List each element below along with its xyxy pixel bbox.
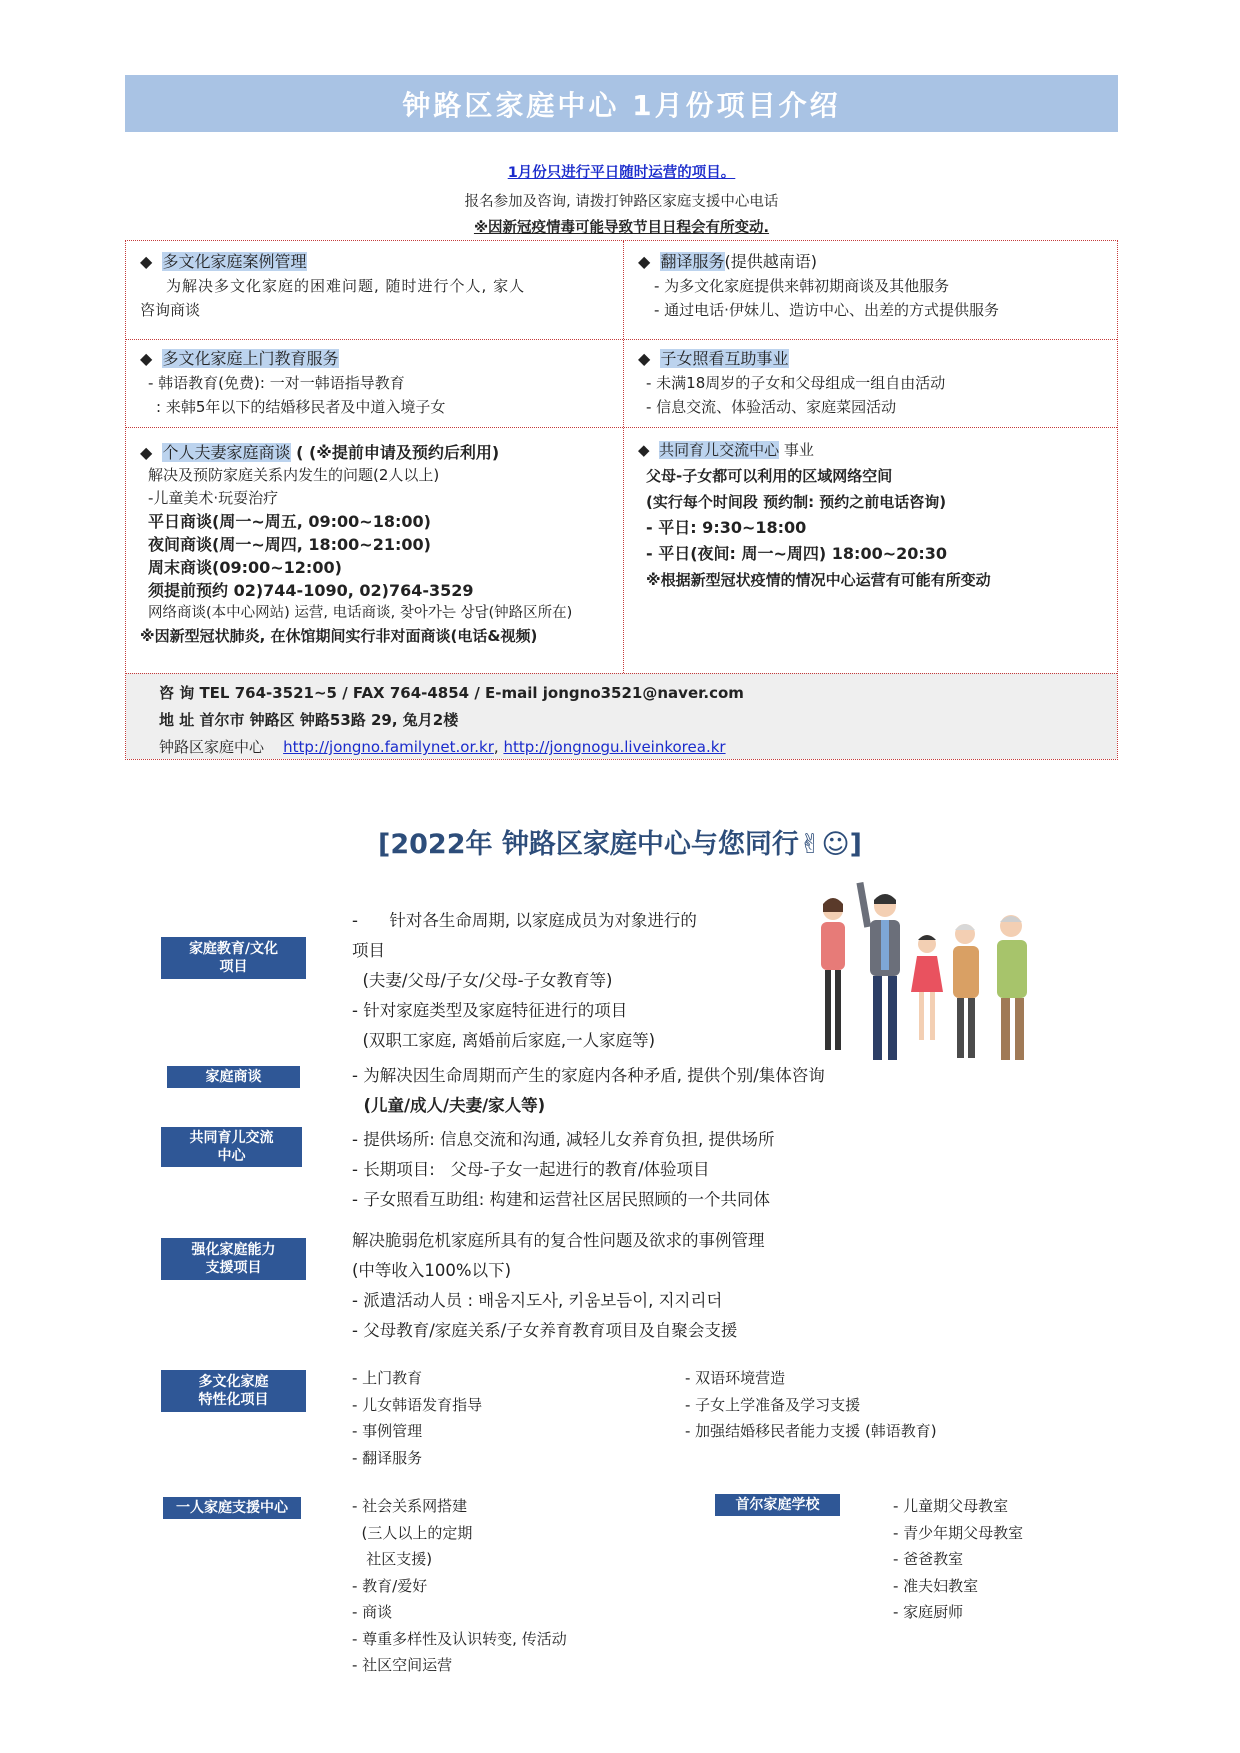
link-separator: , <box>493 738 504 756</box>
contact-phone-line: 咨 询 TEL 764-3521~5 / FAX 764-4854 / E-mail jongno3521@naver.com <box>159 684 744 702</box>
cell-multicultural-case <box>140 250 615 322</box>
label-text: 家庭商谈 <box>205 1069 262 1085</box>
intro-covid-notice: ※因新冠疫情毒可能导致节目日程会有所变动. <box>473 220 770 236</box>
desc-family-education <box>352 906 697 1056</box>
desc-line: (中等收入100%以下) <box>352 1261 512 1280</box>
cell-co-parenting-center <box>638 437 1113 593</box>
contact-links-line <box>159 734 1117 761</box>
desc-line: - 加强结婚移民者能力支援 (韩语教育) <box>685 1422 937 1440</box>
label-seoul-family-school <box>715 1494 840 1516</box>
desc-line: - 子女照看互助组: 构建和运营社区居民照顾的一个共同体 <box>352 1190 771 1209</box>
cell-text: ※因新型冠状肺炎, 在休馆期间实行非对面商谈(电话&视频) <box>140 627 538 645</box>
grandmother-figure <box>953 924 979 1058</box>
desc-line: - 事例管理 <box>352 1422 423 1440</box>
cell-title: 多文化家庭上门教育服务 <box>162 349 339 368</box>
label-family-counseling <box>167 1066 300 1088</box>
desc-multicultural-right <box>685 1365 937 1445</box>
desc-line: - 家庭厨师 <box>893 1603 964 1621</box>
cell-title: 翻译服务 <box>660 252 725 271</box>
contact-address-line: 地 址 首尔市 钟路区 钟路53路 29, 兔月2楼 <box>159 711 459 729</box>
cell-title: 共同育儿交流中心 <box>659 441 780 459</box>
cell-text: ※根据新型冠状疫情的情况中心运营有可能有所变动 <box>646 571 991 589</box>
label-text: 共同育儿交流 中心 <box>189 1130 274 1164</box>
desc-line: - 提供场所: 信息交流和沟通, 减轻儿女养育负担, 提供场所 <box>352 1130 775 1149</box>
diamond-bullet-icon: ◆ <box>638 441 650 459</box>
grandfather-figure <box>997 915 1027 1060</box>
desc-line: - 儿童期父母教室 <box>893 1497 1009 1515</box>
desc-line: - 社会关系网搭建 <box>352 1497 468 1515</box>
label-text: 强化家庭能力 支援项目 <box>191 1242 276 1276</box>
desc-line: - 商谈 <box>352 1603 393 1621</box>
mother-figure <box>821 898 845 1050</box>
desc-line: - 翻译服务 <box>352 1448 423 1467</box>
desc-line: - 尊重多样性及认识转变, 传活动 <box>352 1629 567 1648</box>
page-banner <box>125 75 1118 132</box>
desc-line: 项目 <box>352 941 385 960</box>
desc-line: - 针对家庭类型及家庭特征进行的项目 <box>352 1001 628 1020</box>
diamond-bullet-icon: ◆ <box>638 252 651 271</box>
cell-title: 个人夫妻家庭商谈 <box>162 443 291 462</box>
grid-divider <box>623 241 624 673</box>
label-family-capacity <box>161 1238 306 1280</box>
label-family-education <box>161 937 306 979</box>
desc-line: 社区支援) <box>352 1550 433 1568</box>
cell-text: (实行每个时间段 预约制: 预约之前电话咨询) <box>646 493 947 511</box>
cell-text: 为解决多文化家庭的困难问题, 随时进行个人, 家人 <box>166 277 526 295</box>
family-illustration <box>815 880 1055 1080</box>
desc-line: - 长期项目: 父母-子女一起进行的教育/体验项目 <box>352 1160 710 1179</box>
desc-multicultural-left <box>352 1365 482 1471</box>
desc-line: - 儿女韩语发育指导 <box>352 1395 483 1414</box>
cell-text: 周末商谈(09:00~12:00) <box>148 558 342 577</box>
cell-text: - 为多文化家庭提供来韩初期商谈及其他服务 <box>654 277 950 295</box>
desc-single-household <box>352 1493 567 1679</box>
cell-text: 夜间商谈(周一~周四, 18:00~21:00) <box>148 535 431 554</box>
label-multicultural-special <box>161 1370 306 1412</box>
desc-seoul-family-school <box>893 1493 1023 1626</box>
cell-title-suffix: (提供越南语) <box>724 252 817 271</box>
cell-title: 子女照看互助事业 <box>660 349 789 368</box>
desc-line: (双职工家庭, 离婚前后家庭,一人家庭等) <box>352 1031 656 1050</box>
cell-text: 平日商谈(周一~周五, 09:00~18:00) <box>148 512 431 531</box>
desc-line: - 教育/爱好 <box>352 1576 428 1595</box>
desc-line: - 派遣活动人员 : 배움지도사, 키움보듬이, 지지리더 <box>352 1291 723 1310</box>
cell-translation <box>638 250 1113 322</box>
cell-family-counseling <box>140 441 620 648</box>
desc-line: - 上门教育 <box>352 1369 423 1387</box>
cell-title-suffix: 事业 <box>779 441 814 459</box>
cell-text: - 未满18周岁的子女和父母组成一组自由活动 <box>646 374 946 392</box>
contact-center-name: 钟路区家庭中心 <box>159 738 265 756</box>
child-figure <box>911 935 943 1040</box>
cell-text: - 平日(夜间: 周一~周四) 18:00~20:30 <box>646 544 948 563</box>
section-title: [2022年 钟路区家庭中心与您同行✌☺] <box>378 829 862 860</box>
desc-line: - 青少年期父母教室 <box>893 1523 1024 1542</box>
cell-text: - 平日: 9:30~18:00 <box>646 518 807 537</box>
website-link[interactable]: http://jongnogu.liveinkorea.kr <box>503 738 726 756</box>
desc-line: 解决脆弱危机家庭所具有的复合性问题及欲求的事例管理 <box>352 1231 765 1250</box>
program-grid <box>125 240 1118 760</box>
desc-line: - 子女上学准备及学习支援 <box>685 1395 861 1414</box>
cell-text: - 通过电话·伊妹儿、造访中心、出差的方式提供服务 <box>654 301 999 319</box>
desc-line: (儿童/成人/夫妻/家人等) <box>352 1096 546 1115</box>
cell-childcare-mutual <box>638 347 1113 419</box>
diamond-bullet-icon: ◆ <box>140 443 153 462</box>
desc-line: - 为解决因生命周期而产生的家庭内各种矛盾, 提供个别/集体咨询 <box>352 1066 825 1085</box>
desc-family-capacity <box>352 1226 765 1346</box>
label-text: 首尔家庭学校 <box>735 1497 820 1513</box>
desc-co-parenting-center <box>352 1125 774 1215</box>
cell-text: 解决及预防家庭关系内发生的问题(2人以上) <box>148 466 440 484</box>
diamond-bullet-icon: ◆ <box>140 252 153 271</box>
desc-line: - 爸爸教室 <box>893 1550 964 1568</box>
desc-line: - 针对各生命周期, 以家庭成员为对象进行的 <box>352 911 697 930</box>
label-single-household <box>163 1497 301 1519</box>
desc-line: - 双语环境营造 <box>685 1369 786 1387</box>
desc-family-counseling <box>352 1061 825 1121</box>
desc-line: - 父母教育/家庭关系/子女养育教育项目及自聚会支援 <box>352 1321 738 1340</box>
cell-text: -儿童美术·玩耍治疗 <box>148 489 279 507</box>
intro-contact-line: 报名参加及咨询, 请拨打钟路区家庭支援中心电话 <box>464 194 779 210</box>
diamond-bullet-icon: ◆ <box>638 349 651 368</box>
label-text: 家庭教育/文化 项目 <box>188 941 279 975</box>
desc-line: - 准夫妇教室 <box>893 1576 979 1595</box>
website-link[interactable]: http://jongno.familynet.or.kr <box>283 738 494 756</box>
grid-divider <box>126 339 1117 340</box>
cell-text: 父母-子女都可以利用的区域网络空间 <box>646 467 893 485</box>
cell-text: - 信息交流、体验活动、家庭菜园活动 <box>646 398 897 416</box>
grid-divider <box>126 427 1117 428</box>
cell-text: 咨询商谈 <box>140 301 201 319</box>
cell-home-education <box>140 347 615 419</box>
intro-notice[interactable]: 1月份只进行平日随时运营的项目。 <box>507 165 736 181</box>
cell-title-suffix: ( (※提前申请及预约后利用) <box>290 443 500 462</box>
label-text: 一人家庭支援中心 <box>176 1500 288 1516</box>
father-figure <box>856 882 900 1060</box>
cell-text: 须提前预约 02)744-1090, 02)764-3529 <box>148 581 474 600</box>
cell-text: : 来韩5年以下的结婚移民者及中道入境子女 <box>156 398 446 416</box>
desc-line: - 社区空间运营 <box>352 1656 453 1674</box>
cell-text: - 韩语教育(免费): 一对一韩语指导教育 <box>148 374 405 392</box>
desc-line: (三人以上的定期 <box>352 1523 473 1542</box>
desc-line: (夫妻/父母/子女/父母-子女教育等) <box>352 971 613 990</box>
label-co-parenting-center <box>161 1127 302 1167</box>
page-title: 钟路区家庭中心 1月份项目介绍 <box>402 88 841 122</box>
cell-text: 网络商谈(本中心网站) 运营, 电话商谈, 찾아가는 상담(钟路区所在) <box>148 605 573 621</box>
contact-box <box>126 673 1117 759</box>
label-text: 多文化家庭 特性化项目 <box>198 1374 269 1408</box>
diamond-bullet-icon: ◆ <box>140 349 153 368</box>
cell-title: 多文化家庭案例管理 <box>162 252 307 271</box>
